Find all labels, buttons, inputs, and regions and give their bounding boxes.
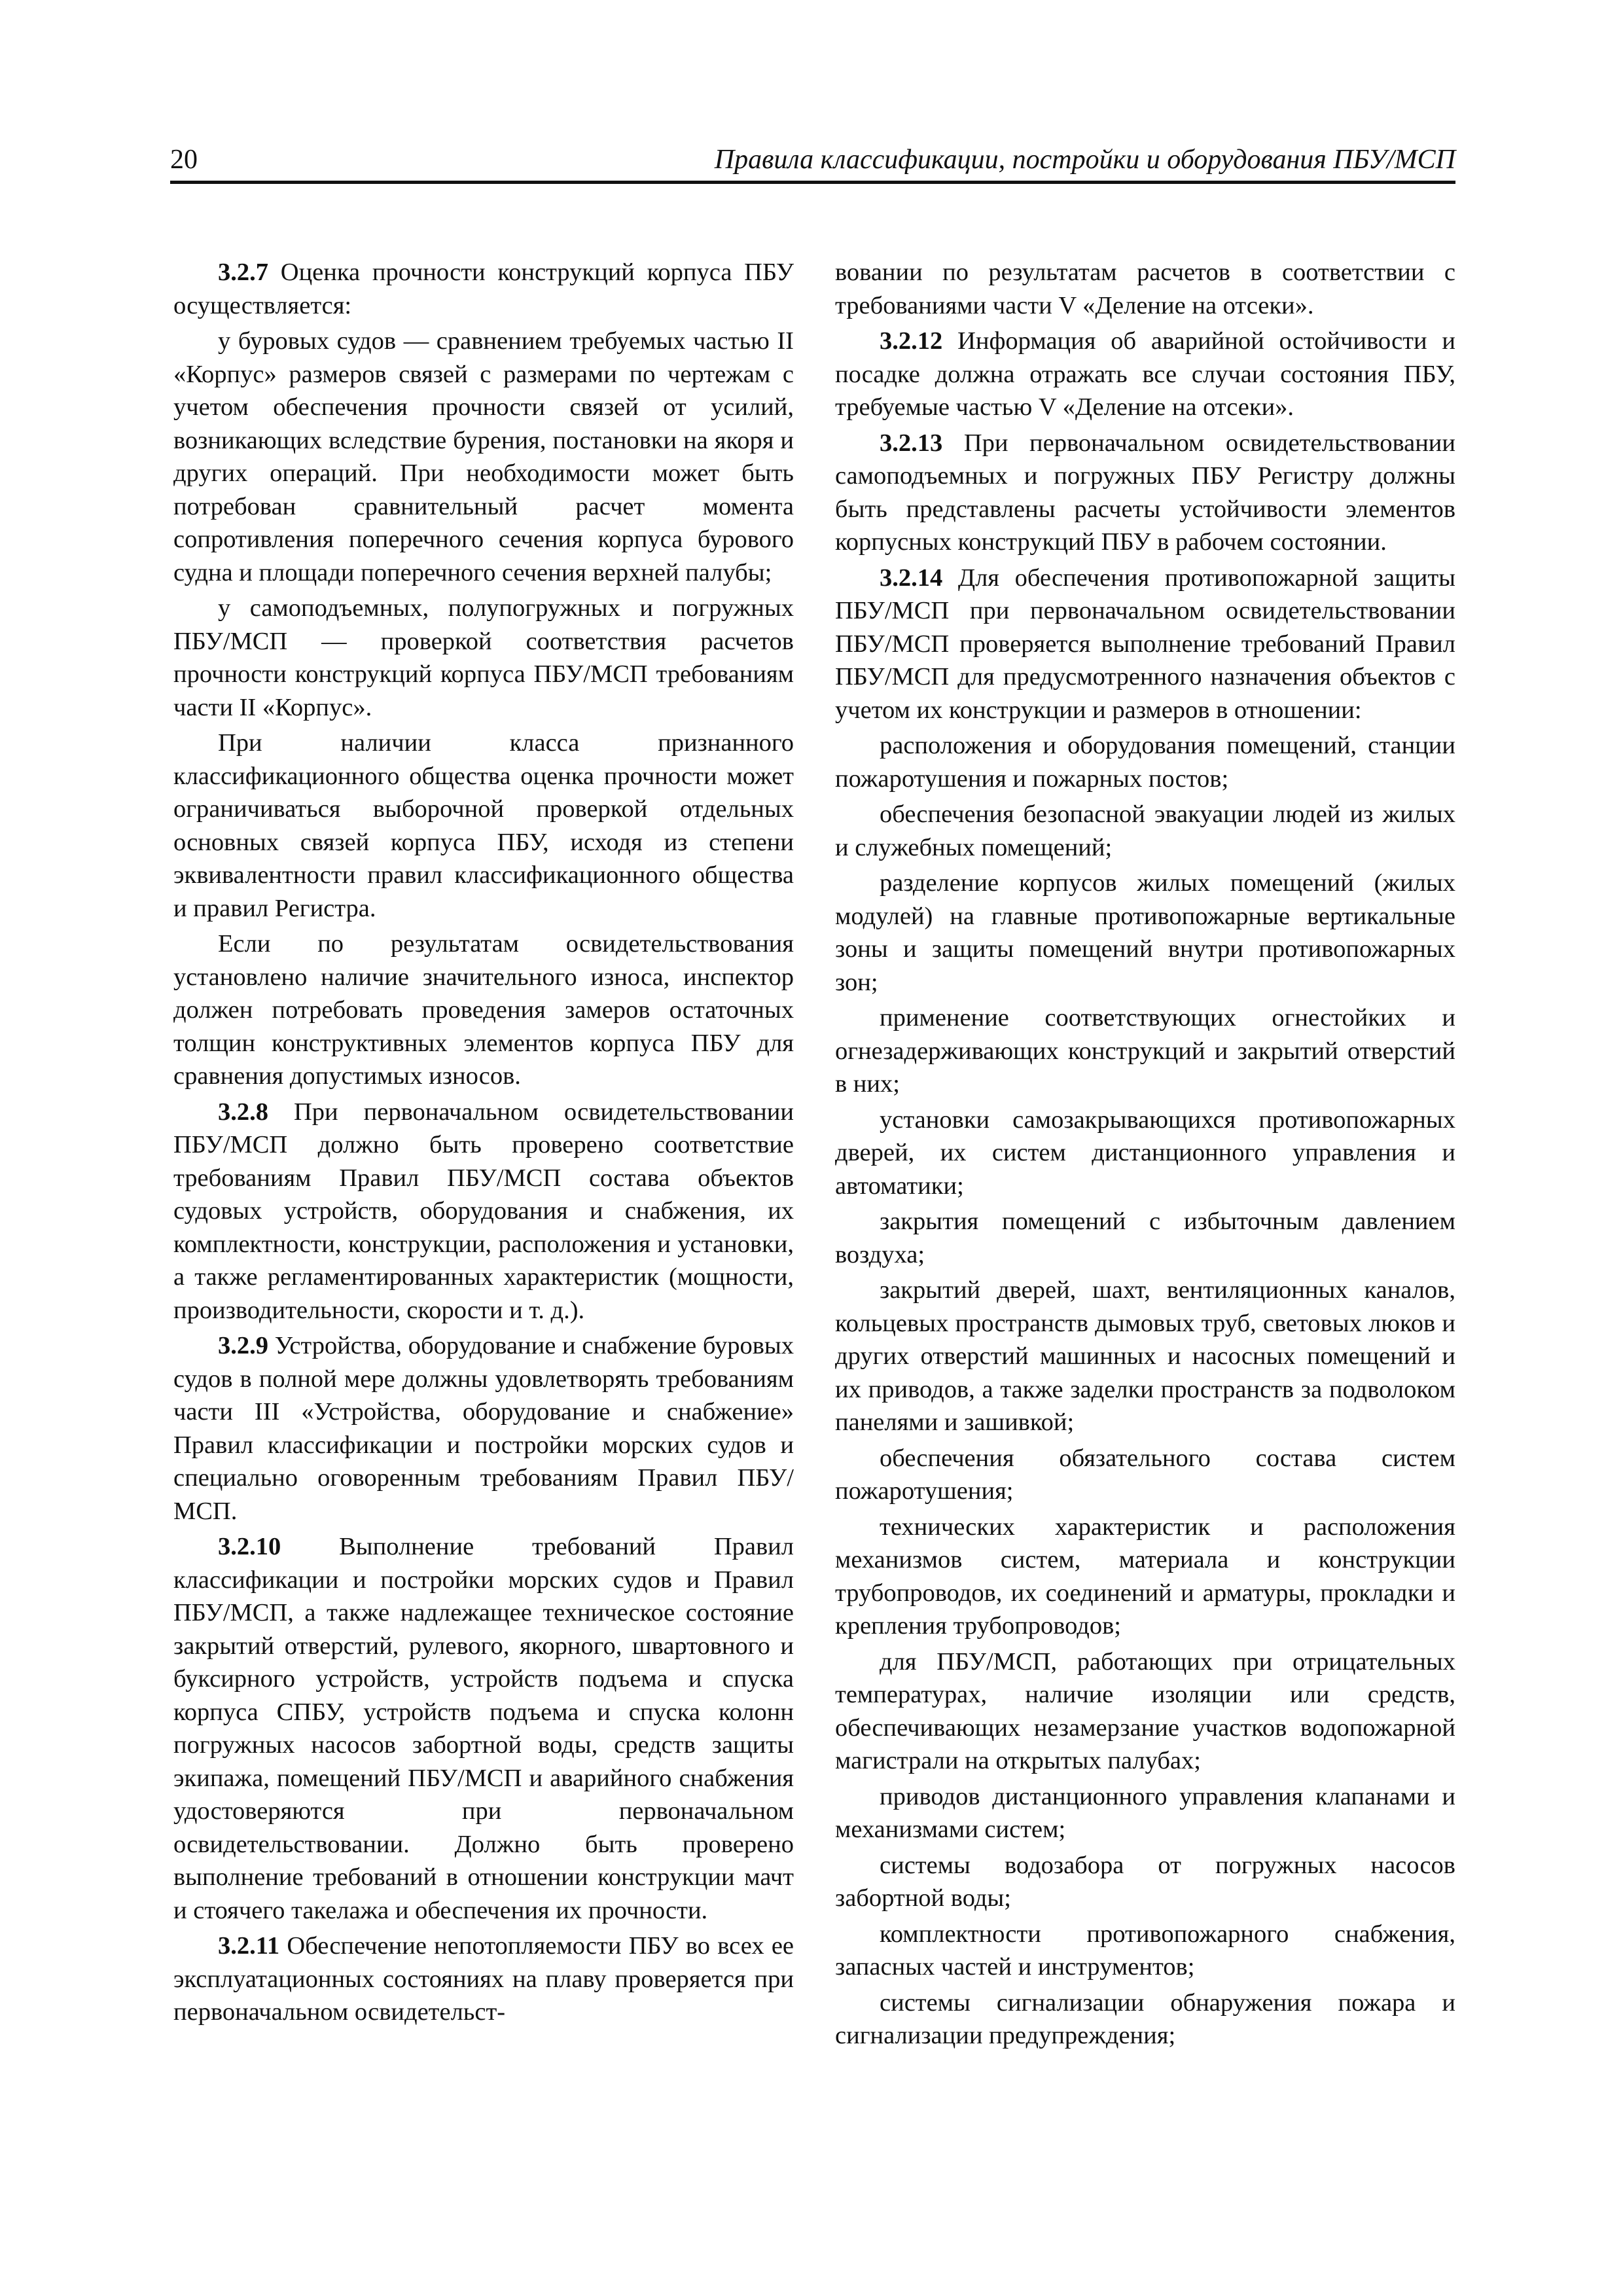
clause-number: 3.2.14 xyxy=(880,564,943,592)
paragraph-text: Выполнение требований Правил классификации и постройки морских судов и Правил ПБУ/МСП, а также надлежащее техническое состояние закрытий отверстий, рулевого, якорного, швартовного и буксирного устройств, устройств подъема и спуска корпуса СПБУ, устройств подъема и спуска колонн погружных насосов забортной воды, средств защиты экипажа, помещений ПБУ/МСП и аварийного снабжения удостоверяются при первоначальном освидетельствовании. Должно быть проверено выполнение требований в отношении конструкции мачт и стоячего такелажа и обеспечения их прочности. xyxy=(173,1533,794,1924)
paragraph xyxy=(835,1511,1455,1643)
clause-paragraph xyxy=(173,1929,794,2029)
paragraph-text: системы сигнализации обнаружения пожара и сигнализации предупреждения; xyxy=(835,1988,1455,2049)
paragraph xyxy=(835,1001,1455,1101)
paragraph-text: Информация об аварийной остойчивости и посадке должна отражать все случаи состояния ПБУ, требуемые частью V «Деление на отсеки». xyxy=(835,327,1456,421)
paragraph xyxy=(835,729,1455,795)
paragraph-text: применение соответствующих огнестойких и огнезадерживающих конструкций и закрытий отверстий в них; xyxy=(835,1004,1455,1098)
paragraph xyxy=(835,1780,1455,1846)
clause-number: 3.2.8 xyxy=(218,1098,268,1126)
clause-number: 3.2.11 xyxy=(218,1932,280,1960)
paragraph-text: Устройства, оборудование и снабжение буровых судов в полной мере должны удовлетворять требованиям части III «Устройства, оборудование и снабжение» Правил классификации и постройки морских судов и специально оговоренным требованиям Правил ПБУ/МСП. xyxy=(173,1332,794,1525)
clause-paragraph xyxy=(173,1329,794,1528)
clause-paragraph xyxy=(173,1096,794,1327)
paragraph xyxy=(835,1986,1455,2053)
clause-paragraph xyxy=(835,427,1455,559)
right-column xyxy=(835,256,1455,2055)
paragraph xyxy=(835,256,1455,322)
clause-number: 3.2.9 xyxy=(218,1332,268,1359)
clause-number: 3.2.12 xyxy=(880,327,943,355)
running-title: Правила классификации, постройки и оборудования ПБУ/МСП xyxy=(714,145,1455,175)
clause-number: 3.2.10 xyxy=(218,1533,281,1560)
paragraph xyxy=(835,1645,1455,1778)
clause-paragraph xyxy=(835,562,1455,727)
paragraph-text: обеспечения безопасной эвакуации людей из жилых и служебных помещений; xyxy=(835,800,1455,861)
paragraph xyxy=(835,1205,1455,1271)
paragraph-text: технических характеристик и расположения механизмов систем, материала и конструкции трубопроводов, их соединений и арматуры, прокладки и крепления трубопроводов; xyxy=(835,1513,1455,1640)
paragraph xyxy=(173,726,794,925)
paragraph-text: закрытий дверей, шахт, вентиляционных каналов, кольцевых пространств дымовых труб, световых люков и других отверстий машинных и насосных помещений и их приводов, а также заделки пространств за подволоком панелями и зашивкой; xyxy=(835,1276,1455,1436)
paragraph xyxy=(173,592,794,724)
paragraph xyxy=(835,867,1455,999)
paragraph-text: Оценка прочности конструкций корпуса ПБУ осуществляется: xyxy=(173,259,794,319)
paragraph-text: системы водозабора от погружных насосов забортной воды; xyxy=(835,1851,1455,1912)
paragraph-text: обеспечения обязательного состава систем пожаротушения; xyxy=(835,1444,1455,1505)
left-column xyxy=(173,256,794,2032)
paragraph xyxy=(835,1274,1455,1439)
paragraph-text: Если по результатам освидетельствования установлено наличие значительного износа, инспектор должен потребовать проведения замеров остаточных толщин конструктивных элементов корпуса ПБУ для сравнения допустимых износов. xyxy=(173,930,794,1090)
paragraph xyxy=(835,1442,1455,1508)
paragraph-text: При первоначальном освидетельствовании самоподъемных и погружных ПБУ Регистру должны быть представлены расчеты устойчивости элементов корпусных конструкций ПБУ в рабочем состоянии. xyxy=(835,429,1456,556)
paragraph-text: Для обеспечения противопожарной защиты ПБУ/МСП при первоначальном освидетельствовании ПБУ/МСП проверяется выполнение требований Правил ПБУ/МСП для предусмотренного назначения объектов с учетом их конструкции и размеров в отношении: xyxy=(835,564,1456,724)
paragraph-text: установки самозакрывающихся противопожарных дверей, их систем дистанционного управления и автоматики; xyxy=(835,1105,1455,1200)
paragraph-text: расположения и оборудования помещений, станции пожаротушения и пожарных постов; xyxy=(835,732,1455,793)
paragraph xyxy=(835,798,1455,864)
clause-paragraph xyxy=(173,1530,794,1927)
paragraph-text: приводов дистанционного управления клапанами и механизмами систем; xyxy=(835,1782,1455,1843)
paragraph-text: у буровых судов — сравнением требуемых частью II «Корпус» размеров связей с размерами по чертежам с учетом обеспечения прочности связей от усилий, возникающих вследствие бурения, постановки на якоря и других операций. При необходимости может быть потребован сравнительный расчет момента сопротивления поперечного сечения корпуса бурового судна и площади поперечного сечения верхней палубы; xyxy=(173,327,794,586)
paragraph-text: разделение корпусов жилых помещений (жилых модулей) на главные противопожарные вертикальные зоны и защиты помещений внутри противопожарных зон; xyxy=(835,869,1455,996)
paragraph xyxy=(835,1103,1455,1203)
clause-number: 3.2.13 xyxy=(880,429,943,457)
paragraph-text: комплектности противопожарного снабжения, запасных частей и инструментов; xyxy=(835,1920,1455,1981)
paragraph-text: При наличии класса признанного классификационного общества оценка прочности может ограничиваться выборочной проверкой отдельных основных связей корпуса ПБУ, исходя из степени эквивалентности правил классификационного общества и правил Регистра. xyxy=(173,729,794,922)
page-header xyxy=(170,141,1455,184)
paragraph-text: Обеспечение непотопляемости ПБУ во всех ее эксплуатационных состояниях на плаву проверяется при первоначальном освидетельст- xyxy=(173,1932,794,2026)
page-number: 20 xyxy=(170,145,198,175)
clause-paragraph xyxy=(835,325,1455,424)
paragraph xyxy=(173,927,794,1093)
paragraph-text: При первоначальном освидетельствовании ПБУ/МСП должно быть проверено соответствие требованиям Правил ПБУ/МСП состава объектов судовых устройств, оборудования и снабжения, их комплектности, конструкции, расположения и установки, а также регламентированных характеристик (мощности, производительности, скорости и т. д.). xyxy=(173,1098,794,1324)
paragraph-text: для ПБУ/МСП, работающих при отрицательных температурах, наличие изоляции или средств, обеспечивающих незамерзание участков водопожарной магистрали на открытых палубах; xyxy=(835,1647,1455,1774)
paragraph xyxy=(835,1849,1455,1915)
paragraph-text: вовании по результатам расчетов в соответствии с требованиями части V «Деление на отсеки». xyxy=(835,259,1455,319)
paragraph-text: закрытия помещений с избыточным давлением воздуха; xyxy=(835,1208,1455,1268)
clause-paragraph xyxy=(173,256,794,322)
paragraph xyxy=(835,1918,1455,1984)
paragraph-text: у самоподъемных, полупогружных и погружных ПБУ/МСП — проверкой соответствия расчетов прочности конструкций корпуса ПБУ/МСП требованиям части II «Корпус». xyxy=(173,594,794,721)
clause-number: 3.2.7 xyxy=(218,259,268,286)
paragraph xyxy=(173,325,794,589)
